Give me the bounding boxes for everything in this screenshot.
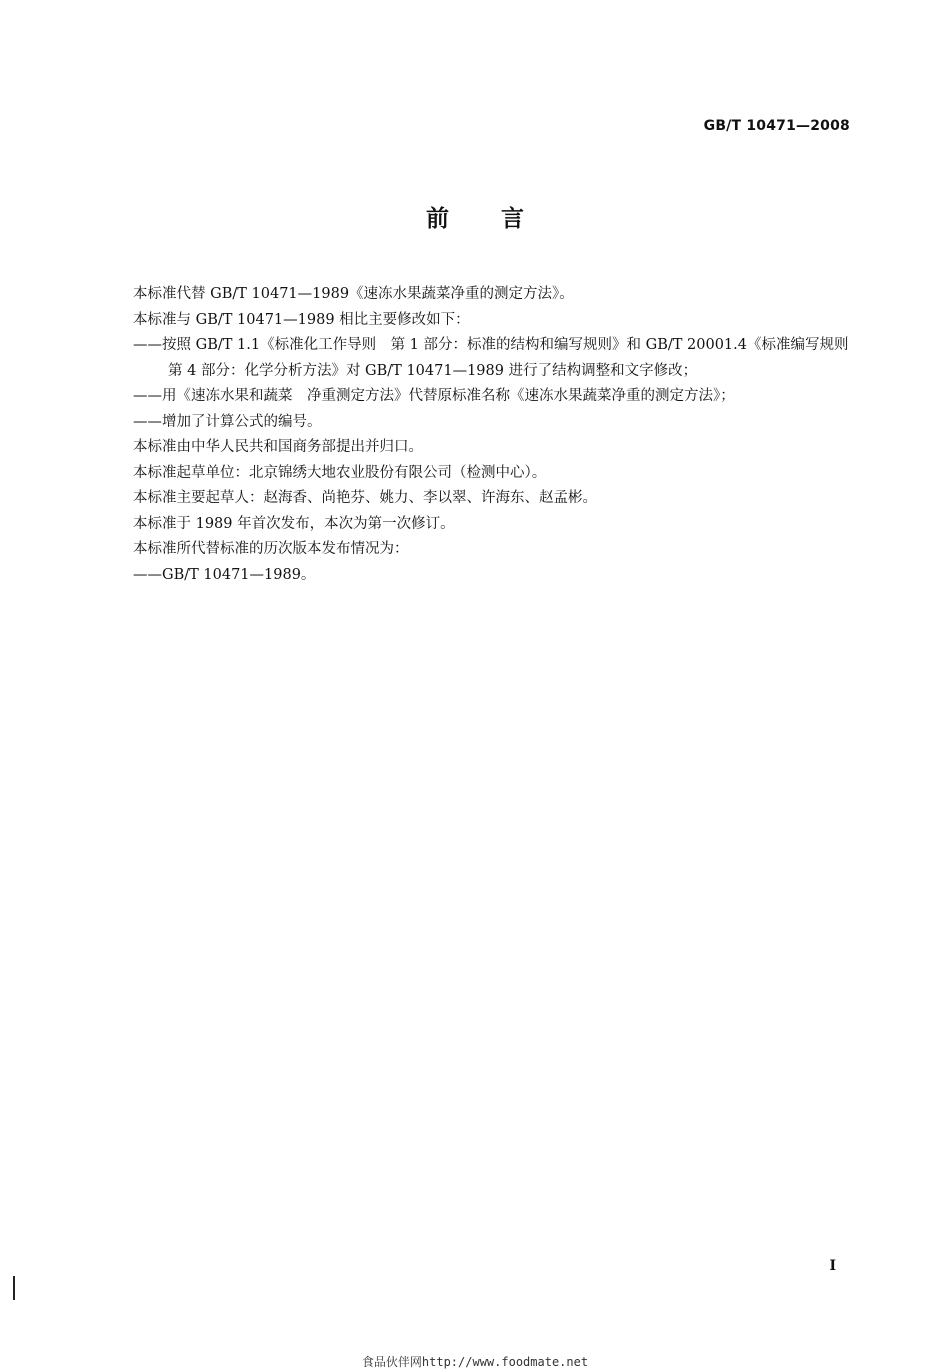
change-item-formula: ——增加了计算公式的编号。 xyxy=(133,413,322,430)
page-number: I xyxy=(829,1258,836,1274)
change-item-structure: ——按照 GB/T 1.1《标准化工作导则 第 1 部分：标准的结构和编写规则》和 GB/T 20001.4《标准编写规则 第 4 部分：化学分析方法》对 GB/T 10471—1989 进行了结构调整和文字修改； xyxy=(133,337,863,379)
paragraph-replaces: 本标准代替 GB/T 10471—1989《速冻水果蔬菜净重的测定方法》。 xyxy=(133,286,574,302)
history-item: ——GB/T 10471—1989。 xyxy=(133,566,316,583)
paragraph-proposer: 本标准由中华人民共和国商务部提出并归口。 xyxy=(133,439,423,455)
change-item-title: ——用《速冻水果和蔬菜 净重测定方法》代替原标准名称《速冻水果蔬菜净重的测定方法》； xyxy=(133,388,735,404)
page-title: 前言 xyxy=(426,206,576,232)
paragraph-first-release: 本标准于 1989 年首次发布，本次为第一次修订。 xyxy=(133,515,455,532)
scan-margin-mark xyxy=(13,1276,15,1300)
paragraph-drafting-unit: 本标准起草单位：北京锦绣大地农业股份有限公司（检测中心）。 xyxy=(133,464,547,481)
paragraph-history-intro: 本标准所代替标准的历次版本发布情况为： xyxy=(133,541,409,557)
paragraph-changes-intro: 本标准与 GB/T 10471—1989 相比主要修改如下： xyxy=(133,311,470,328)
footer-watermark: 食品伙伴网http://www.foodmate.net xyxy=(361,1355,589,1369)
paragraph-drafters: 本标准主要起草人：赵海香、尚艳芬、姚力、李以翠、许海东、赵孟彬。 xyxy=(133,490,597,506)
preface-body xyxy=(133,282,863,588)
standard-code: GB/T 10471—2008 xyxy=(703,118,850,134)
